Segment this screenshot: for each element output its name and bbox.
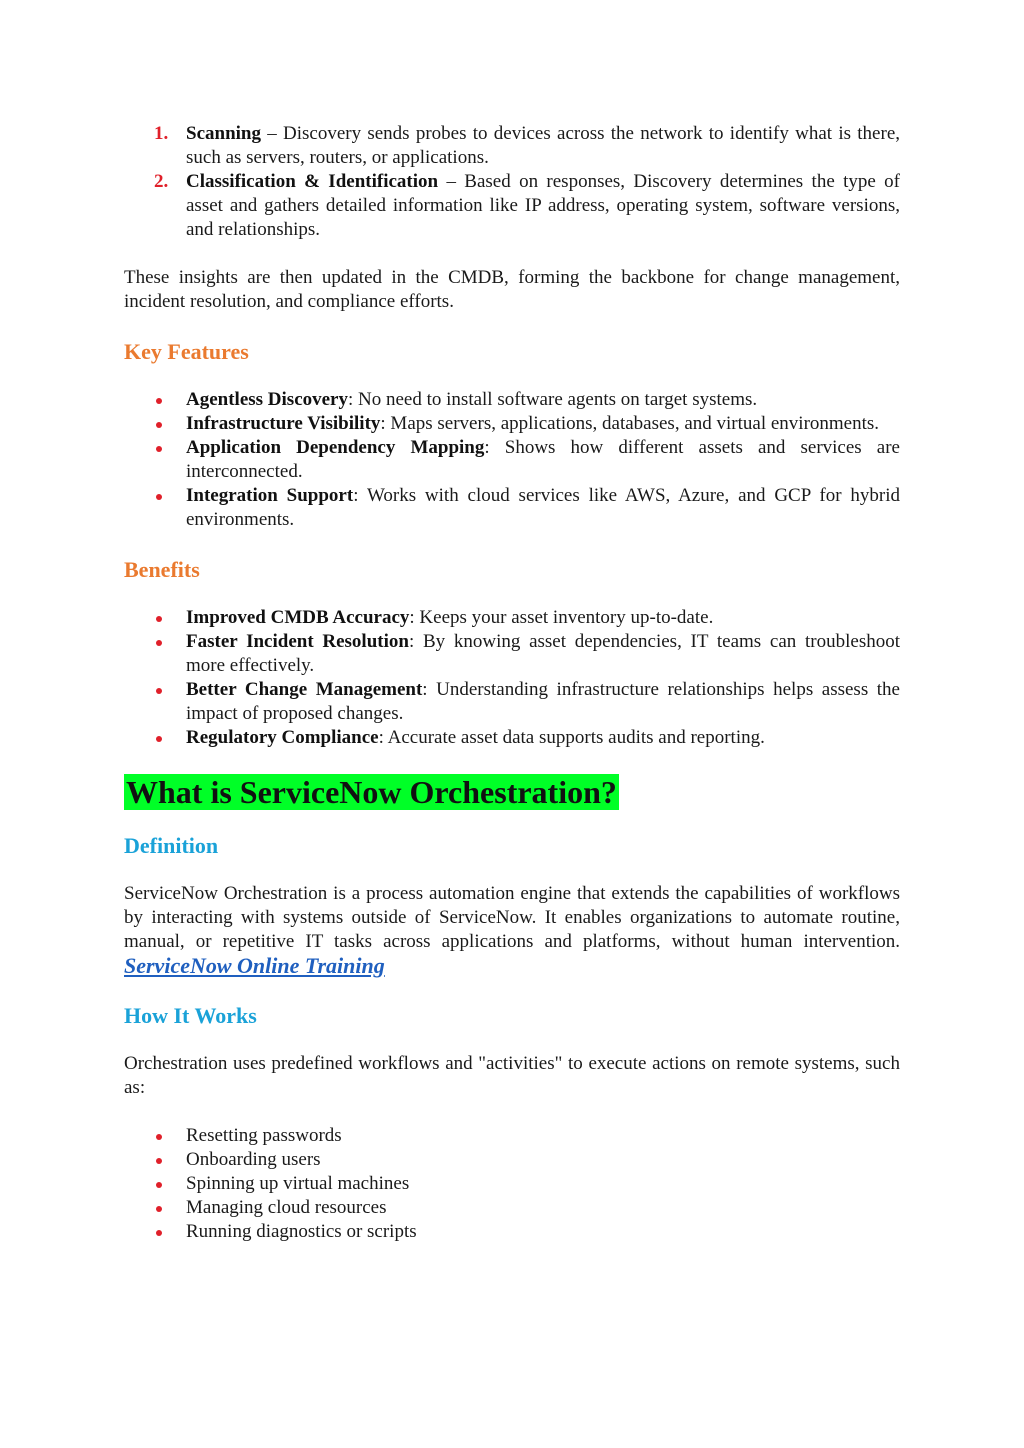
servicenow-training-link[interactable]: ServiceNow Online Training	[124, 953, 385, 978]
key-features-heading: Key Features	[124, 339, 249, 364]
list-item	[124, 122, 900, 170]
benefit-text: : Keeps your asset inventory up-to-date.	[409, 607, 714, 628]
how-it-works-heading: How It Works	[124, 1003, 257, 1028]
list-item	[124, 484, 900, 532]
bullet-icon	[156, 640, 162, 646]
list-item	[124, 388, 900, 412]
feature-text: : Works with cloud services like AWS, Azure, and GCP for hybrid environments.	[186, 485, 900, 530]
bullet-icon	[156, 494, 162, 500]
feature-term: Application Dependency Mapping	[186, 437, 485, 458]
benefit-term: Improved CMDB Accuracy	[186, 607, 410, 628]
actions-list	[124, 1124, 900, 1244]
action-text: Resetting passwords	[186, 1125, 342, 1146]
feature-term: Integration Support	[186, 485, 354, 506]
benefit-term: Regulatory Compliance	[186, 727, 379, 748]
step-number: 2.	[154, 171, 169, 192]
feature-text: : No need to install software agents on target systems.	[348, 389, 758, 410]
list-item	[124, 630, 900, 678]
benefit-term: Faster Incident Resolution	[186, 631, 409, 652]
key-features-list	[124, 388, 900, 532]
definition-heading: Definition	[124, 833, 219, 858]
list-item	[124, 170, 900, 242]
benefit-text: : Accurate asset data supports audits and reporting.	[378, 727, 765, 748]
benefit-term: Better Change Management	[186, 679, 423, 700]
step-term: Scanning	[186, 123, 261, 144]
step-text: – Discovery sends probes to devices across the network to identify what is there, such as servers, routers, or applications.	[186, 123, 900, 168]
feature-text: : Shows how different assets and services are interconnected.	[186, 437, 900, 482]
bullet-icon	[156, 1230, 162, 1236]
bullet-icon	[156, 1182, 162, 1188]
list-item	[124, 1172, 900, 1196]
how-it-works-paragraph: Orchestration uses predefined workflows and "activities" to execute actions on remote systems, such as:	[124, 1053, 900, 1098]
list-item	[124, 1148, 900, 1172]
definition-paragraph	[124, 882, 900, 980]
list-item	[124, 1220, 900, 1244]
bullet-icon	[156, 398, 162, 404]
feature-text: : Maps servers, applications, databases, and virtual environments.	[380, 413, 880, 434]
list-item	[124, 606, 900, 630]
list-item	[124, 726, 900, 750]
action-text: Onboarding users	[186, 1149, 321, 1170]
step-term: Classification & Identification	[186, 171, 439, 192]
list-item	[124, 436, 900, 484]
action-text: Running diagnostics or scripts	[186, 1221, 417, 1242]
document-page	[124, 122, 900, 1244]
step-text: – Based on responses, Discovery determines the type of asset and gathers detailed information like IP address, operating system, software versions, and relationships.	[186, 171, 900, 240]
action-text: Spinning up virtual machines	[186, 1173, 410, 1194]
list-item	[124, 412, 900, 436]
benefit-text: : By knowing asset dependencies, IT teams can troubleshoot more effectively.	[186, 631, 900, 676]
benefits-list	[124, 606, 900, 750]
bullet-icon	[156, 736, 162, 742]
feature-term: Infrastructure Visibility	[186, 413, 381, 434]
bullet-icon	[156, 446, 162, 452]
bullet-icon	[156, 1158, 162, 1164]
bullet-icon	[156, 688, 162, 694]
discovery-steps-list	[124, 122, 900, 242]
list-item	[124, 1124, 900, 1148]
orchestration-title: What is ServiceNow Orchestration?	[126, 774, 617, 810]
feature-term: Agentless Discovery	[186, 389, 348, 410]
bullet-icon	[156, 616, 162, 622]
bullet-icon	[156, 1134, 162, 1140]
definition-text: ServiceNow Orchestration is a process automation engine that extends the capabilities of workflows by interacting with systems outside of ServiceNow. It enables organizations to automate routine, manual, or repetitive IT tasks across applications and platforms, without human intervention.	[124, 883, 900, 952]
bullet-icon	[156, 422, 162, 428]
intro-paragraph: These insights are then updated in the CMDB, forming the backbone for change management, incident resolution, and compliance efforts.	[124, 267, 900, 312]
bullet-icon	[156, 1206, 162, 1212]
orchestration-title-wrap	[124, 774, 900, 810]
benefit-text: : Understanding infrastructure relationships helps assess the impact of proposed changes.	[186, 679, 900, 724]
list-item	[124, 1196, 900, 1220]
list-item	[124, 678, 900, 726]
action-text: Managing cloud resources	[186, 1197, 387, 1218]
step-number: 1.	[154, 123, 169, 144]
benefits-heading: Benefits	[124, 557, 200, 582]
